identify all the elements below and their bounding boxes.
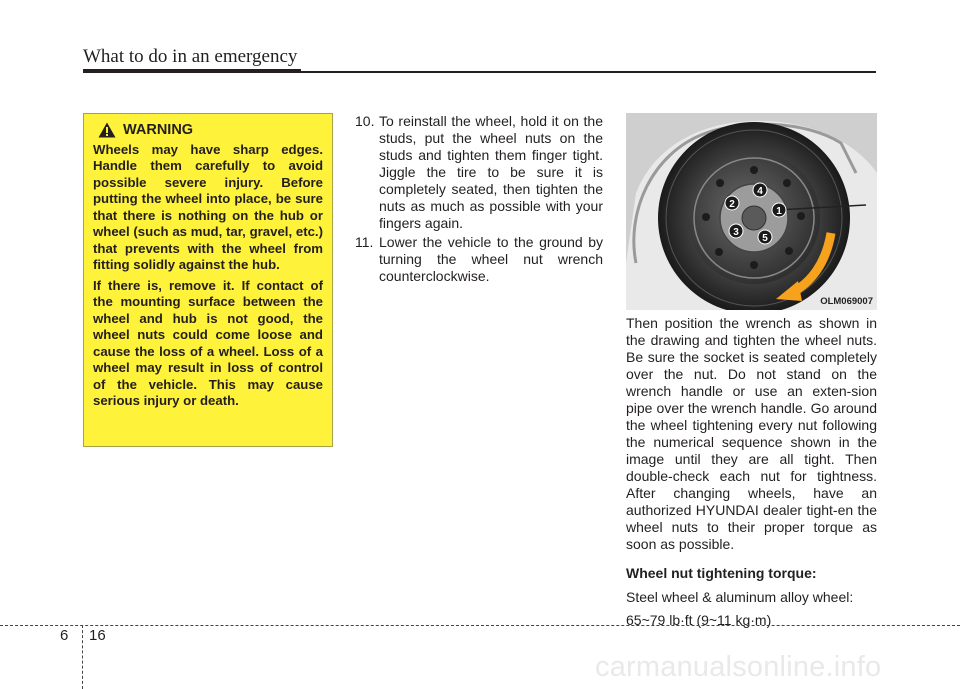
figure-code: OLM069007: [820, 296, 873, 307]
header-rule-thick: [83, 69, 301, 73]
step-number: 11.: [355, 234, 374, 250]
page-number: 16: [89, 627, 106, 644]
nut-label-1: 1: [776, 206, 782, 217]
warning-box: [83, 113, 333, 447]
warning-header: [98, 122, 323, 139]
header-rule-thin: [301, 71, 876, 73]
watermark: carmanualsonline.info: [595, 651, 882, 683]
step-text: To reinstall the wheel, hold it on the studs, put the wheel nuts on the studs and tighten them finger tight. Jiggle the tire to be sure it is completely seated, then tighten the nuts as much as possible with your fingers again.: [379, 113, 603, 231]
torque-line: Steel wheel & aluminum alloy wheel:: [626, 589, 854, 605]
right-column-text: [626, 315, 877, 635]
instruction-steps: [355, 113, 603, 287]
warning-paragraph: Wheels may have sharp edges. Handle them carefully to avoid possible severe injury. Before putting the wheel into place, be sure that there is nothing on the hub or wheel (such as mud, tar, gravel, etc.) that prevents with the wheel from fitting solidly against the hub.: [93, 141, 323, 272]
footer-divider: [82, 625, 83, 689]
step-item: [355, 113, 603, 232]
torque-heading: Wheel nut tightening torque:: [626, 565, 817, 581]
step-number: 10.: [355, 113, 375, 129]
page-header-title: What to do in an emergency: [83, 46, 298, 67]
wheel-illustration: [626, 113, 877, 310]
nut-label-3: 3: [733, 227, 739, 238]
step-text: Lower the vehicle to the ground by turning the wheel nut wrench counterclockwise.: [379, 234, 603, 284]
step-item: [355, 234, 603, 285]
torque-value: 65~79 lb·ft (9~11 kg·m): [626, 612, 772, 628]
chapter-number: 6: [60, 627, 69, 644]
nut-label-5: 5: [762, 233, 768, 244]
nut-label-4: 4: [757, 186, 763, 197]
warning-paragraph: If there is, remove it. If contact of the mounting surface between the wheel and hub is not good, the wheel nuts could come loose and cause the loss of a wheel. Loss of a wheel may result in loss of control of the vehicle. This may cause serious injury or death.: [93, 277, 323, 408]
footer-rule: [0, 625, 960, 626]
nut-label-2: 2: [729, 199, 735, 210]
warning-triangle-icon: [98, 122, 116, 138]
nut-badges: [626, 113, 877, 310]
body-paragraph: Then position the wrench as shown in the drawing and tighten the wheel nuts. Be sure the socket is seated completely over the nut. Do not stand on the wrench handle or use an exten-sion pipe over the wrench handle. Go around the wheel tightening every nut following the numerical sequence shown in the image until they are all tight. Then double-check each nut for tightness. After changing wheels, have an authorized HYUNDAI dealer tight-en the wheel nuts to their proper torque as soon as possible.: [626, 315, 877, 552]
warning-title: WARNING: [123, 122, 194, 138]
